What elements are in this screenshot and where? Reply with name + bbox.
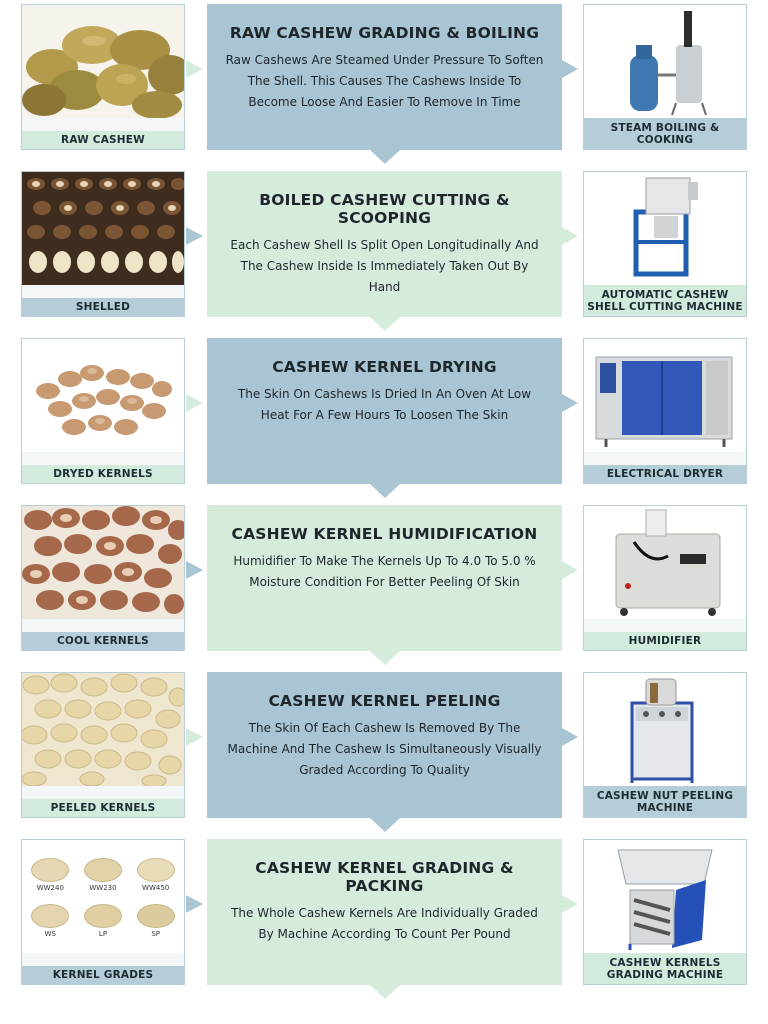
- step-description: The Skin Of Each Cashew Is Removed By The Machine And The Cashew Is Simultaneously Visually Graded According To Quality: [227, 721, 542, 777]
- electrical-dryer-card: [583, 338, 747, 484]
- kernel-grade-label: WW240: [36, 884, 64, 892]
- step-box: [207, 4, 562, 150]
- dryed-kernels-photo: [22, 339, 184, 452]
- peeled-kernels-photo: [22, 673, 184, 786]
- cool-kernels-card: [21, 505, 185, 651]
- arrow-right-icon: [562, 227, 578, 245]
- right-caption: CASHEW KERNELS GRADING MACHINE: [584, 953, 746, 984]
- kernel-grade-label: WW230: [89, 884, 117, 892]
- arrow-down-icon: [370, 985, 400, 999]
- step-row-1: [0, 0, 768, 150]
- kernel-grade-label: WW450: [142, 884, 170, 892]
- humidifier-card: [583, 505, 747, 651]
- kernel-grade-grid: [22, 840, 184, 953]
- kernel-pile-icon: [84, 858, 122, 882]
- kernel-pile-icon: [31, 904, 69, 928]
- kernel-grade-label: SP: [151, 929, 160, 938]
- step-title: RAW CASHEW GRADING & BOILING: [229, 24, 540, 42]
- step-box: [207, 171, 562, 317]
- kernel-grade-item: [24, 858, 77, 904]
- step-box: [207, 505, 562, 651]
- step-box: [207, 839, 562, 985]
- kernel-pile-icon: [84, 904, 122, 928]
- raw-cashew-card: [21, 4, 185, 150]
- arrow-right-icon: [186, 728, 203, 746]
- cool-kernels-photo: [22, 506, 184, 619]
- step-row-3: [0, 334, 768, 484]
- arrow-down-icon: [370, 484, 400, 498]
- step-title: CASHEW KERNEL GRADING & PACKING: [255, 859, 514, 895]
- arrow-right-icon: [186, 227, 203, 245]
- left-caption: RAW CASHEW: [22, 131, 184, 149]
- dryed-kernels-card: [21, 338, 185, 484]
- right-caption: CASHEW NUT PEELING MACHINE: [584, 786, 746, 817]
- step-row-5: [0, 668, 768, 818]
- right-caption: HUMIDIFIER: [584, 632, 746, 650]
- step-description: The Skin On Cashews Is Dried In An Oven At Low Heat For A Few Hours To Loosen The Skin: [237, 387, 532, 422]
- right-caption: ELECTRICAL DRYER: [584, 465, 746, 483]
- step-title: CASHEW KERNEL DRYING: [272, 358, 497, 376]
- step-description: Humidifier To Make The Kernels Up To 4.0 To 5.0 % Moisture Condition For Better Peeling Of Skin: [233, 554, 536, 589]
- arrow-right-icon: [186, 394, 203, 412]
- arrow-right-icon: [562, 728, 578, 746]
- left-caption: SHELLED: [22, 298, 184, 316]
- kernel-grade-item: [129, 904, 182, 950]
- step-title: CASHEW KERNEL HUMIDIFICATION: [231, 525, 538, 543]
- arrow-right-icon: [562, 394, 578, 412]
- step-row-2: [0, 167, 768, 317]
- arrow-right-icon: [186, 561, 203, 579]
- left-caption: DRYED KERNELS: [22, 465, 184, 483]
- steam-boiler-card: [583, 4, 747, 150]
- kernel-grade-label: LP: [98, 929, 108, 938]
- kernel-grade-item: [77, 858, 130, 904]
- grading-machine-photo: [584, 840, 746, 953]
- step-title: BOILED CASHEW CUTTING & SCOOPING: [259, 191, 510, 227]
- step-description: The Whole Cashew Kernels Are Individually Graded By Machine According To Count Per Pound: [231, 906, 538, 941]
- kernel-grade-item: [24, 904, 77, 950]
- step-row-6: [0, 835, 768, 985]
- kernel-grades-card: [21, 839, 185, 985]
- arrow-right-icon: [562, 60, 578, 78]
- shell-cutting-machine-card: [583, 171, 747, 317]
- right-caption: STEAM BOILING & COOKING: [584, 118, 746, 149]
- step-box: [207, 672, 562, 818]
- peeling-machine-card: [583, 672, 747, 818]
- left-caption: PEELED KERNELS: [22, 799, 184, 817]
- arrow-right-icon: [562, 895, 578, 913]
- kernel-pile-icon: [137, 858, 175, 882]
- step-description: Each Cashew Shell Is Split Open Longitudinally And The Cashew Inside Is Immediately Taken Out By Hand: [230, 238, 539, 294]
- steam-boiler-photo: [584, 5, 746, 118]
- arrow-down-icon: [370, 317, 400, 331]
- shelled-photo: [22, 172, 184, 285]
- kernel-grade-label: WS: [44, 929, 57, 938]
- arrow-right-icon: [562, 561, 578, 579]
- electrical-dryer-photo: [584, 339, 746, 452]
- left-caption: KERNEL GRADES: [22, 966, 184, 984]
- arrow-down-icon: [370, 818, 400, 832]
- kernel-grades-photo: [22, 840, 184, 953]
- step-description: Raw Cashews Are Steamed Under Pressure To Soften The Shell. This Causes The Cashews Inside To Become Loose And Easier To Remove In Time: [225, 53, 544, 109]
- arrow-down-icon: [370, 150, 400, 164]
- step-title: CASHEW KERNEL PEELING: [268, 692, 501, 710]
- right-caption: AUTOMATIC CASHEW SHELL CUTTING MACHINE: [584, 285, 746, 316]
- peeling-machine-photo: [584, 673, 746, 786]
- arrow-right-icon: [186, 60, 203, 78]
- kernel-pile-icon: [137, 904, 175, 928]
- left-caption: COOL KERNELS: [22, 632, 184, 650]
- grading-machine-card: [583, 839, 747, 985]
- kernel-pile-icon: [31, 858, 69, 882]
- raw-cashew-photo: [22, 5, 184, 118]
- humidifier-photo: [584, 506, 746, 619]
- kernel-grade-item: [77, 904, 130, 950]
- peeled-kernels-card: [21, 672, 185, 818]
- arrow-down-icon: [370, 651, 400, 665]
- shelled-card: [21, 171, 185, 317]
- kernel-grade-item: [129, 858, 182, 904]
- shell-cutting-machine-photo: [584, 172, 746, 285]
- arrow-right-icon: [186, 895, 203, 913]
- step-row-4: [0, 501, 768, 651]
- step-box: [207, 338, 562, 484]
